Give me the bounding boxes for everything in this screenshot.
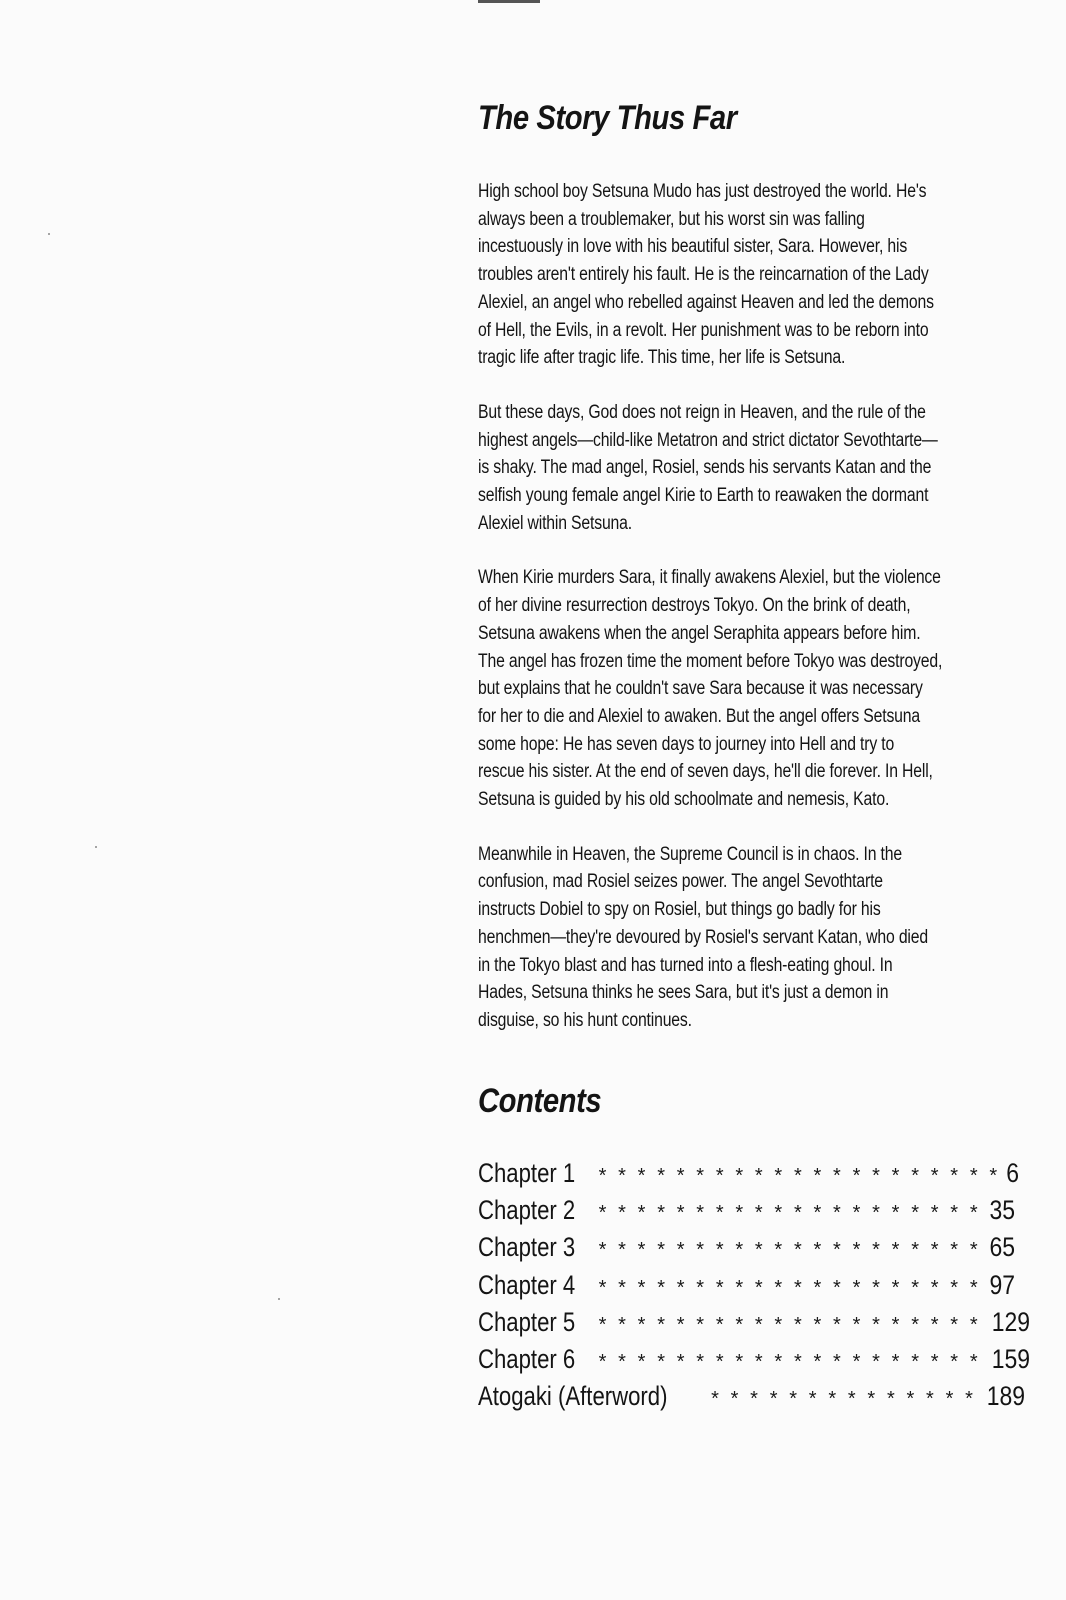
toc-label: Chapter 6 — [478, 1344, 576, 1375]
toc-leader: * * * * * * * * * * * * * * * * * * * * — [598, 1313, 981, 1336]
toc-page-number: 97 — [989, 1269, 1015, 1300]
paper-speck — [278, 1298, 280, 1300]
toc-entry-chapter-4[interactable] — [478, 1267, 1015, 1304]
toc-leader: * * * * * * * * * * * * * * — [711, 1388, 976, 1411]
toc-page-number: 35 — [989, 1194, 1015, 1225]
toc-label: Chapter 2 — [478, 1194, 576, 1225]
toc-leader: * * * * * * * * * * * * * * * * * * * * — [598, 1201, 981, 1224]
toc-leader: * * * * * * * * * * * * * * * * * * * * — [598, 1351, 981, 1374]
text-column — [478, 96, 1030, 1416]
toc-page-number: 189 — [986, 1381, 1026, 1412]
paper-speck — [95, 846, 97, 848]
toc-leader: * * * * * * * * * * * * * * * * * * * * — [598, 1276, 981, 1299]
toc-page-number: 65 — [989, 1232, 1015, 1263]
toc-entry-chapter-3[interactable] — [478, 1229, 1015, 1266]
toc-entry-chapter-6[interactable] — [478, 1341, 1030, 1378]
toc-label: Chapter 1 — [478, 1157, 576, 1188]
story-summary — [478, 178, 978, 1035]
toc-label: Chapter 5 — [478, 1306, 576, 1337]
toc-label: Chapter 3 — [478, 1232, 576, 1263]
contents-title: Contents — [478, 1081, 602, 1120]
toc-entry-chapter-1[interactable] — [478, 1155, 1020, 1192]
toc-leader: * * * * * * * * * * * * * * * * * * * * — [598, 1239, 981, 1262]
story-section-heading — [478, 96, 978, 140]
toc-page-number: 129 — [991, 1306, 1030, 1337]
toc-entry-afterword[interactable] — [478, 1378, 1026, 1415]
toc-entry-chapter-5[interactable] — [478, 1304, 1030, 1341]
toc-page-number: 6 — [1006, 1157, 1020, 1188]
table-of-contents — [478, 1155, 1030, 1416]
story-paragraph-2: But these days, God does not reign in Heaven, and the rule of the highest angels—child-like Metatron and strict dictator Sevothtarte—is shaky. The mad angel, Rosiel, sends his servants Katan and the selfish young female angel Kirie to Earth to reawaken the dormant Alexiel within Setsuna. — [478, 401, 938, 534]
story-paragraph-3: When Kirie murders Sara, it finally awakens Alexiel, but the violence of her divine resurrection destroys Tokyo. On the brink of death, Setsuna awakens when the angel Seraphita appears before him. The angel has frozen time the moment before Tokyo was destroyed, but explains that he couldn't save Sara because it was necessary for her to die and Alexiel to awaken. But the angel offers Setsuna some hope: He has seven days to journey into Hell and try to rescue his sister. At the end of seven days, he'll die forever. In Hell, Setsuna is guided by his old schoolmate and nemesis, Kato. — [478, 567, 943, 811]
toc-page-number: 159 — [991, 1344, 1030, 1375]
paper-speck — [48, 233, 50, 235]
toc-entry-chapter-2[interactable] — [478, 1192, 1015, 1229]
page-edge-mark — [478, 0, 540, 3]
toc-label: Atogaki (Afterword) — [478, 1381, 668, 1412]
story-paragraph-1: High school boy Setsuna Mudo has just destroyed the world. He's always been a troublemaker, but his worst sin was falling incestuously in love with his beautiful sister, Sara. However, his troubles aren't entirely his fault. He is the reincarnation of the Lady Alexiel, an angel who rebelled against Heaven and led the demons of Hell, the Evils, in a revolt. Her punishment was to be reborn into tragic life after tragic life. This time, her life is Setsuna. — [478, 181, 934, 369]
story-title: The Story Thus Far — [478, 99, 737, 137]
story-paragraph-4: Meanwhile in Heaven, the Supreme Council is in chaos. In the confusion, mad Rosiel seizes power. The angel Sevothtarte instructs Dobiel to spy on Rosiel, but things go badly for his henchmen—they're devoured by Rosiel's servant Katan, who died in the Tokyo blast and has turned into a flesh-eating ghoul. In Hades, Setsuna thinks he sees Sara, but it's just a demon in disguise, so his hunt continues. — [478, 843, 928, 1031]
toc-label: Chapter 4 — [478, 1269, 576, 1300]
toc-leader: * * * * * * * * * * * * * * * * * * * * * — [598, 1164, 1001, 1187]
